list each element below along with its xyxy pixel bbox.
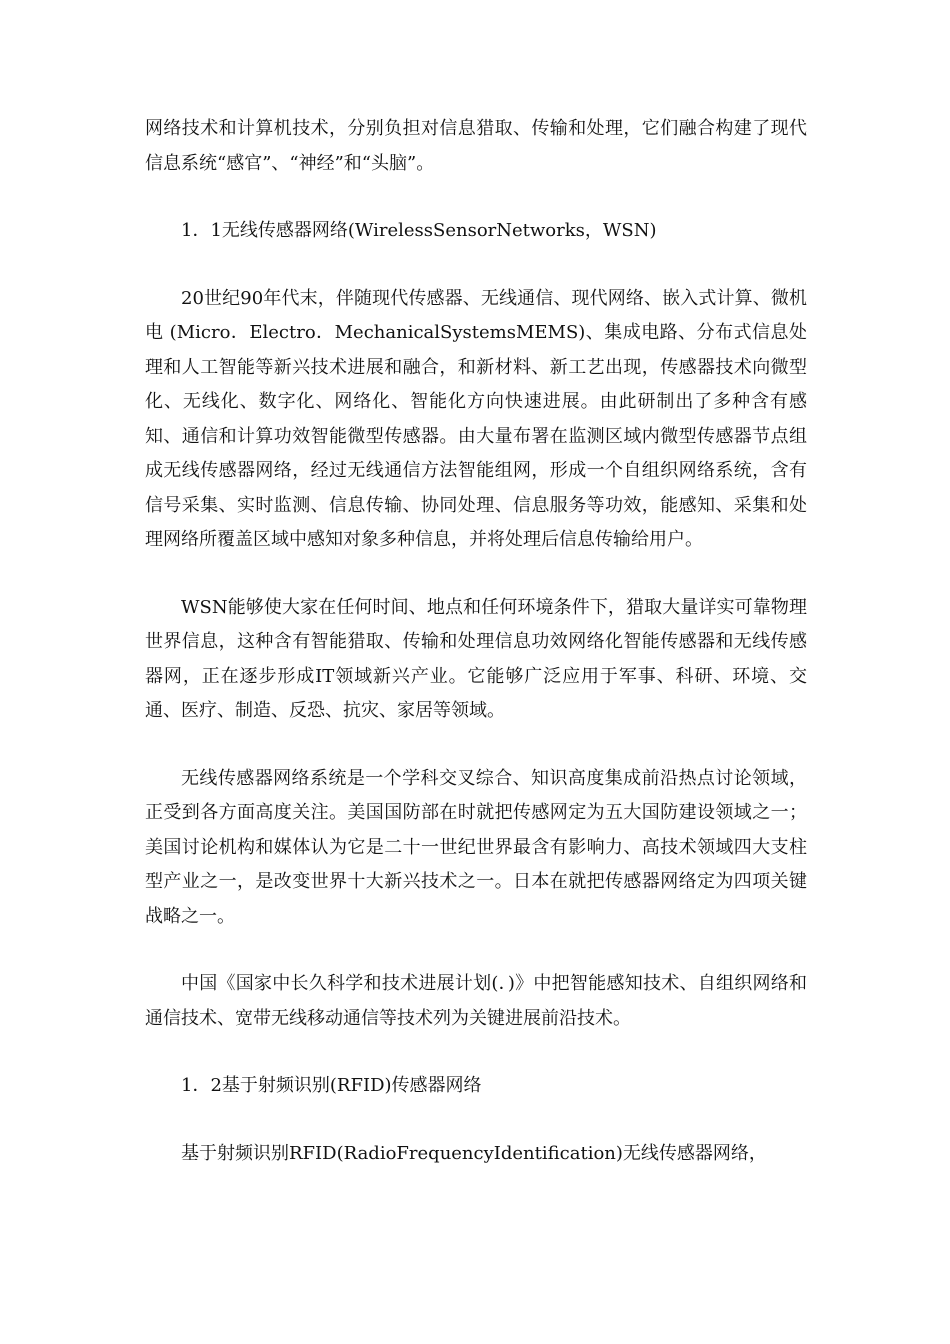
document-body bbox=[145, 112, 807, 1171]
paragraph-china-plan: 中国《国家中长久科学和技术进展计划(．)》中把智能感知技术、自组织网络和通信技术、宽带无线移动通信等技术列为关键进展前沿技术。 bbox=[145, 973, 807, 1029]
paragraph-gap bbox=[145, 1036, 807, 1069]
paragraph-intro-continuation: 网络技术和计算机技术，分别负担对信息猎取、传输和处理，它们融合构建了现代信息系统“感官”、“神经”和“头脑”。 bbox=[145, 118, 807, 174]
paragraph-gap bbox=[145, 249, 807, 282]
paragraph-gap bbox=[145, 934, 807, 967]
paragraph-gap bbox=[145, 729, 807, 762]
section-heading-1-2: 1．2基于射频识别(RFID)传感器网络 bbox=[181, 1075, 482, 1096]
paragraph-wsn-importance: 无线传感器网络系统是一个学科交叉综合、知识高度集成前沿热点讨论领域，正受到各方面高度关注。美国国防部在时就把传感网定为五大国防建设领域之一；美国讨论机构和媒体认为它是二十一世纪世界最含有影响力、高技术领域四大支柱型产业之一，是改变世界十大新兴技术之一。日本在就把传感器网络定为四项关键战略之一。 bbox=[145, 767, 807, 927]
section-heading-1-1: 1．1无线传感器网络(WirelessSensorNetworks，WSN) bbox=[181, 220, 657, 241]
paragraph-gap bbox=[145, 1104, 807, 1137]
paragraph-wsn-history: 20世纪90年代末，伴随现代传感器、无线通信、现代网络、嵌入式计算、微机电 (Micro．Electro．MechanicalSystemsMEMS)、集成电路、分布式信息处理和人工智能等新兴技术进展和融合，和新材料、新工艺出现，传感器技术向微型化、无线化、数字化、网络化、智能化方向快速进展。由此研制出了多种含有感知、通信和计算功效智能微型传感器。由大量布署在监测区域内微型传感器节点组成无线传感器网络，经过无线通信方法智能组网，形成一个自组织网络系统，含有信号采集、实时监测、信息传输、协同处理、信息服务等功效，能感知、采集和处理网络所覆盖区域中感知对象多种信息，并将处理后信息传输给用户。 bbox=[145, 287, 807, 550]
paragraph-rfid-start: 基于射频识别RFID(RadioFrequencyIdentification)无线传感器网络， bbox=[181, 1142, 767, 1164]
paragraph-gap bbox=[145, 181, 807, 214]
paragraph-wsn-applications: WSN能够使大家在任何时间、地点和任何环境条件下，猎取大量详实可靠物理世界信息，这种含有智能猎取、传输和处理信息功效网络化智能传感器和无线传感器网，正在逐步形成IT领域新兴产业。它能够广泛应用于军事、科研、环境、交通、医疗、制造、反恐、抗灾、家居等领域。 bbox=[145, 596, 807, 721]
paragraph-gap bbox=[145, 558, 807, 591]
